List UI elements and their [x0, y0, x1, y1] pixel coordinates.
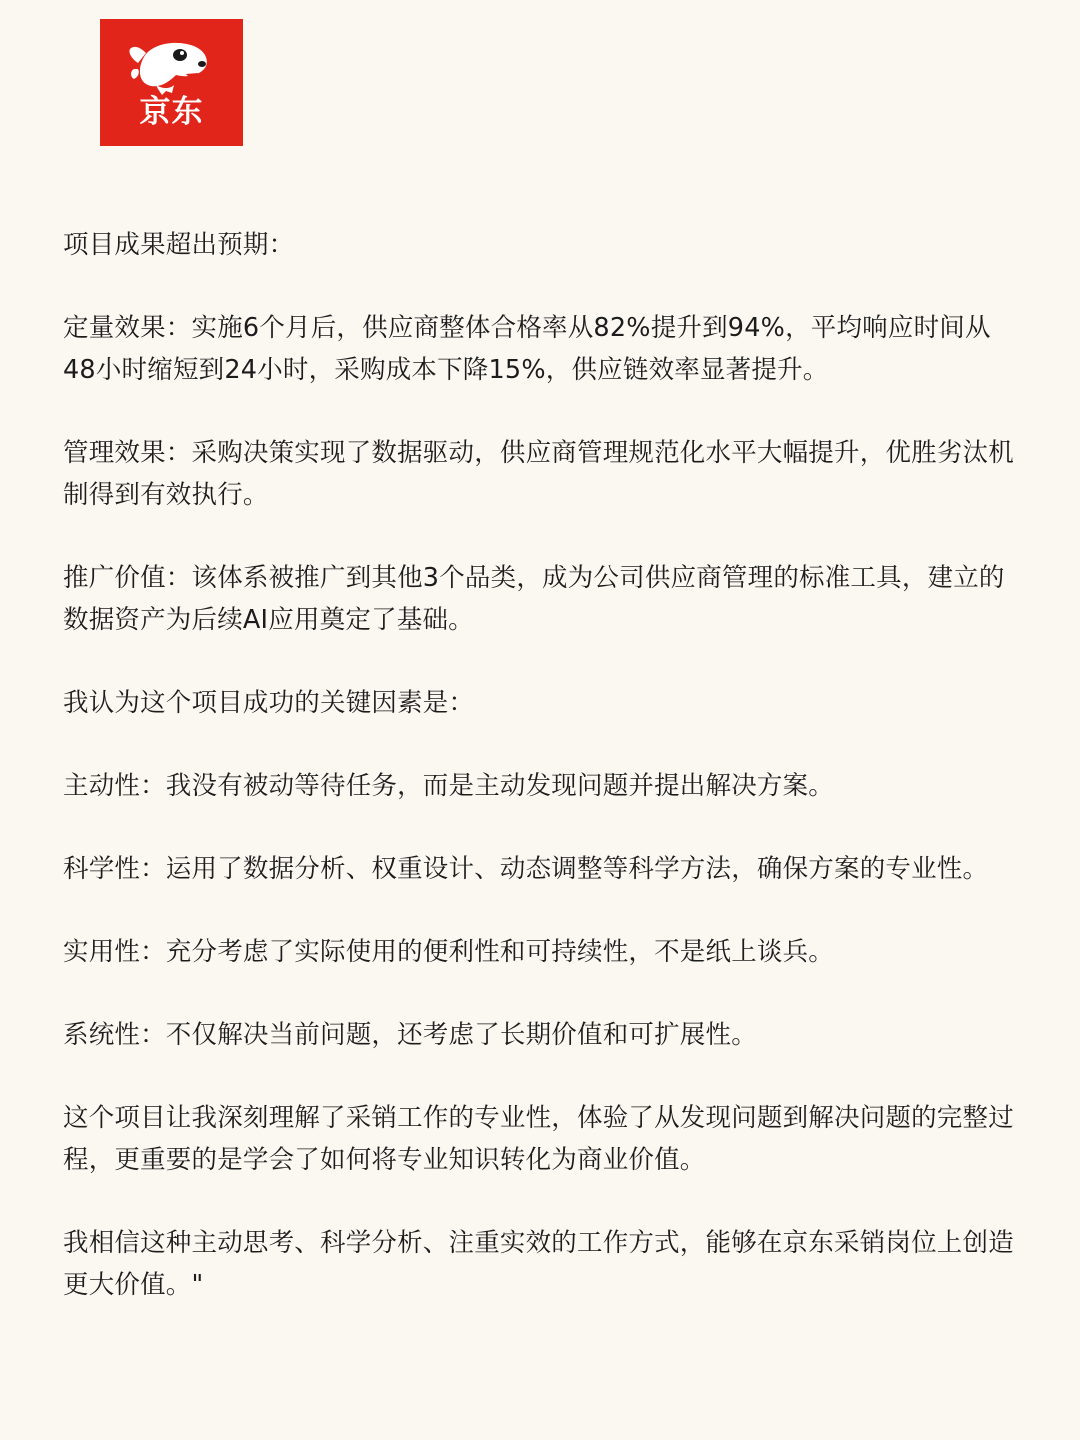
paragraph-promotion-value: 推广价值：该体系被推广到其他3个品类，成为公司供应商管理的标准工具，建立的数据资产为后续AI应用奠定了基础。 [63, 563, 1005, 635]
paragraph-key-factors-heading: 我认为这个项目成功的关键因素是： [63, 688, 475, 718]
paragraph-systematic: 系统性：不仅解决当前问题，还考虑了长期价值和可扩展性。 [63, 1020, 757, 1050]
paragraph-understanding: 这个项目让我深刻理解了采销工作的专业性，体验了从发现问题到解决问题的完整过程，更重要的是学会了如何将专业知识转化为商业价值。 [63, 1103, 1014, 1175]
article-body [63, 224, 1018, 1347]
paragraph-quantitative-effect: 定量效果：实施6个月后，供应商整体合格率从82%提升到94%，平均响应时间从48小时缩短到24小时，采购成本下降15%，供应链效率显著提升。 [63, 313, 991, 385]
jd-logo [100, 19, 243, 146]
paragraph-initiative: 主动性：我没有被动等待任务，而是主动发现问题并提出解决方案。 [63, 771, 835, 801]
paragraph-conclusion: 我相信这种主动思考、科学分析、注重实效的工作方式，能够在京东采销岗位上创造更大价值。" [63, 1228, 1014, 1300]
logo-text: 京东 [139, 94, 204, 130]
paragraph-scientific: 科学性：运用了数据分析、权重设计、动态调整等科学方法，确保方案的专业性。 [63, 854, 989, 884]
paragraph-results-heading: 项目成果超出预期： [63, 230, 295, 260]
paragraph-management-effect: 管理效果：采购决策实现了数据驱动，供应商管理规范化水平大幅提升，优胜劣汰机制得到有效执行。 [63, 438, 1014, 510]
paragraph-practical: 实用性：充分考虑了实际使用的便利性和可持续性，不是纸上谈兵。 [63, 937, 835, 967]
